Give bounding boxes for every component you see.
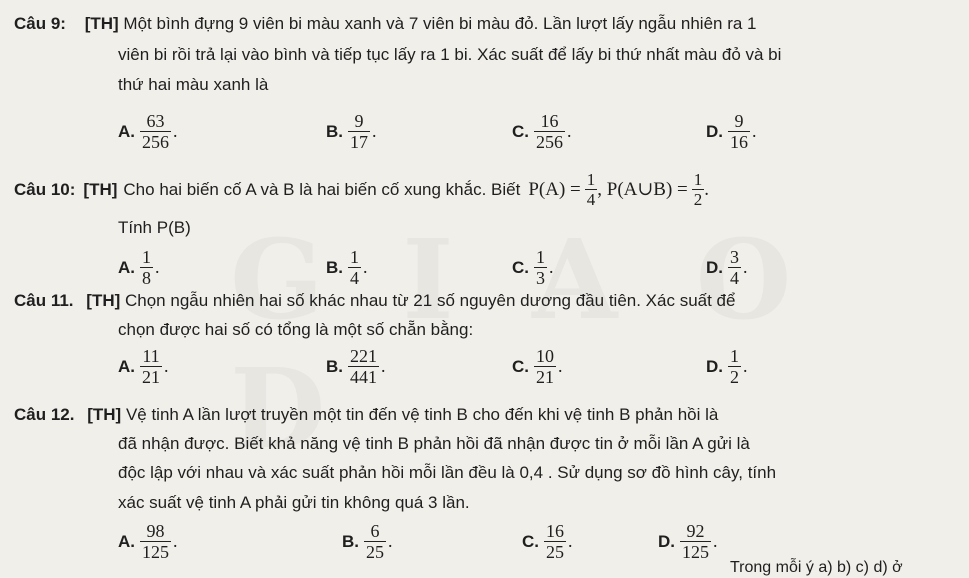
option-tail: . <box>381 356 386 376</box>
fraction <box>348 247 361 288</box>
fraction-denominator: 21 <box>536 367 554 387</box>
q9-label: Câu 9: <box>14 14 66 33</box>
option-letter: C. <box>512 257 529 277</box>
fraction-numerator: 98 <box>146 521 165 541</box>
fraction <box>348 111 370 152</box>
option-letter: C. <box>512 121 529 141</box>
q12-label: Câu 12. <box>14 405 75 424</box>
option-tail: . <box>549 257 554 277</box>
q11-option-b[interactable] <box>326 346 386 387</box>
q10-label: Câu 10: <box>14 179 76 199</box>
fraction-denominator: 21 <box>142 367 160 387</box>
fraction <box>140 247 153 288</box>
option-letter: B. <box>326 121 343 141</box>
q12-option-b[interactable] <box>342 521 393 562</box>
q10-pab-fraction <box>692 170 705 209</box>
q12-option-c[interactable] <box>522 521 573 562</box>
fraction-denominator: 256 <box>142 132 169 152</box>
option-letter: A. <box>118 356 135 376</box>
fraction <box>728 247 741 288</box>
q12-text-1: Vệ tinh A lần lượt truyền một tin đến vệ tinh B cho đến khi vệ tinh B phản hồi là <box>125 405 719 424</box>
fraction-numerator: 1 <box>586 170 596 189</box>
fraction-numerator: 1 <box>536 247 545 267</box>
option-tail: . <box>388 531 393 551</box>
option-letter: C. <box>522 531 539 551</box>
fraction-numerator: 16 <box>540 111 559 131</box>
q10-end: . <box>704 178 710 200</box>
option-tail: . <box>567 121 572 141</box>
option-letter: B. <box>326 257 343 277</box>
fraction <box>534 111 565 152</box>
fraction-numerator: 63 <box>146 111 165 131</box>
fraction-numerator: 92 <box>686 521 705 541</box>
fraction-numerator: 1 <box>730 346 739 366</box>
option-letter: A. <box>118 257 135 277</box>
fraction-numerator: 10 <box>536 346 554 366</box>
fraction-denominator: 2 <box>730 367 739 387</box>
fraction-numerator: 1 <box>142 247 151 267</box>
q10-option-c[interactable] <box>512 247 554 288</box>
q11-text-2: chọn được hai số có tổng là một số chẵn bằng: <box>118 320 474 339</box>
fraction-denominator: 441 <box>350 367 377 387</box>
fraction <box>728 346 741 387</box>
option-letter: A. <box>118 531 135 551</box>
q10-option-b[interactable] <box>326 247 368 288</box>
q11-label: Câu 11. <box>14 291 74 310</box>
option-tail: . <box>743 257 748 277</box>
q12-text-4: xác suất vệ tinh A phải gửi tin không quá 3 lần. <box>118 493 470 512</box>
fraction-numerator: 3 <box>730 247 739 267</box>
fraction-denominator: 125 <box>682 542 709 562</box>
option-tail: . <box>173 531 178 551</box>
option-tail: . <box>173 121 178 141</box>
option-letter: D. <box>706 121 723 141</box>
option-tail: . <box>164 356 169 376</box>
fraction-numerator: 1 <box>693 170 703 189</box>
q12-text-3: độc lập với nhau và xác suất phản hồi mỗi lần đều là 0,4 . Sử dụng sơ đồ hình cây, tính <box>118 463 777 482</box>
fraction <box>544 521 566 562</box>
fraction-denominator: 8 <box>142 268 151 288</box>
option-letter: D. <box>658 531 675 551</box>
q9-option-d[interactable] <box>706 111 757 152</box>
q9-tag: [TH] <box>84 14 119 33</box>
fraction-numerator: 9 <box>354 111 364 131</box>
q10-option-a[interactable] <box>118 247 160 288</box>
option-tail: . <box>558 356 563 376</box>
fraction-denominator: 125 <box>142 542 169 562</box>
fraction-numerator: 1 <box>350 247 359 267</box>
q10-option-d[interactable] <box>706 247 748 288</box>
option-letter: D. <box>706 356 723 376</box>
fraction-denominator: 4 <box>730 268 739 288</box>
q9-option-b[interactable] <box>326 111 377 152</box>
option-tail: . <box>743 356 748 376</box>
fraction-numerator: 9 <box>734 111 744 131</box>
q10-text-2: Tính P(B) <box>118 218 191 237</box>
fraction-denominator: 256 <box>536 132 563 152</box>
fraction <box>348 346 379 387</box>
fraction-denominator: 17 <box>350 132 368 152</box>
q12-option-d[interactable] <box>658 521 718 562</box>
q11-line1 <box>14 291 735 311</box>
option-letter: D. <box>706 257 723 277</box>
fraction <box>534 247 547 288</box>
option-tail: . <box>363 257 368 277</box>
q9-text-1: Một bình đựng 9 viên bi màu xanh và 7 viên bi màu đỏ. Lần lượt lấy ngẫu nhiên ra 1 <box>123 14 757 33</box>
q12-text-2: đã nhận được. Biết khả năng vệ tinh B phản hồi đã nhận được tin ở mỗi lần A gửi là <box>118 434 750 453</box>
option-tail: . <box>568 531 573 551</box>
fraction-denominator: 3 <box>536 268 545 288</box>
fraction-denominator: 4 <box>350 268 359 288</box>
q9-text-3: thứ hai màu xanh là <box>118 75 269 94</box>
q10-pab: , P(A∪B) = <box>597 178 688 200</box>
q11-option-c[interactable] <box>512 346 563 387</box>
q9-text-2: viên bi rồi trả lại vào bình và tiếp tục lấy ra 1 bi. Xác suất để lấy bi thứ nhất màu đỏ và bi <box>118 45 782 64</box>
option-letter: C. <box>512 356 529 376</box>
fraction <box>140 111 171 152</box>
fraction-denominator: 2 <box>693 190 703 209</box>
option-tail: . <box>155 257 160 277</box>
fraction-denominator: 25 <box>546 542 564 562</box>
q12-tag: [TH] <box>87 405 122 424</box>
q9-option-c[interactable] <box>512 111 572 152</box>
option-letter: A. <box>118 121 135 141</box>
q10-pa-fraction <box>585 170 598 209</box>
q10-line1 <box>14 170 709 209</box>
q9-line1 <box>14 14 757 34</box>
fraction <box>534 346 556 387</box>
option-tail: . <box>752 121 757 141</box>
fraction-denominator: 4 <box>586 190 596 209</box>
fraction-numerator: 6 <box>370 521 380 541</box>
q11-tag: [TH] <box>86 291 121 310</box>
q11-option-a[interactable] <box>118 346 169 387</box>
fraction <box>680 521 711 562</box>
fraction <box>728 111 750 152</box>
q10-tag: [TH] <box>83 179 118 199</box>
q11-option-d[interactable] <box>706 346 748 387</box>
option-tail: . <box>713 531 718 551</box>
q11-text-1: Chọn ngẫu nhiên hai số khác nhau từ 21 số nguyên dương đầu tiên. Xác suất để <box>125 291 736 310</box>
fraction-denominator: 25 <box>366 542 384 562</box>
next-section-cutoff-text: Trong mỗi ý a) b) c) d) ở <box>730 559 903 576</box>
fraction-numerator: 221 <box>350 346 377 366</box>
fraction <box>364 521 386 562</box>
q10-text-1: Cho hai biến cố A và B là hai biến cố xung khắc. Biết <box>123 179 521 199</box>
fraction <box>140 521 171 562</box>
q9-option-a[interactable] <box>118 111 178 152</box>
option-letter: B. <box>342 531 359 551</box>
fraction-numerator: 16 <box>546 521 564 541</box>
fraction-numerator: 11 <box>142 346 160 366</box>
fraction-denominator: 16 <box>730 132 748 152</box>
q12-line1 <box>14 405 718 425</box>
q10-pa: P(A) = <box>528 178 581 200</box>
q12-option-a[interactable] <box>118 521 178 562</box>
option-tail: . <box>372 121 377 141</box>
fraction <box>140 346 162 387</box>
option-letter: B. <box>326 356 343 376</box>
